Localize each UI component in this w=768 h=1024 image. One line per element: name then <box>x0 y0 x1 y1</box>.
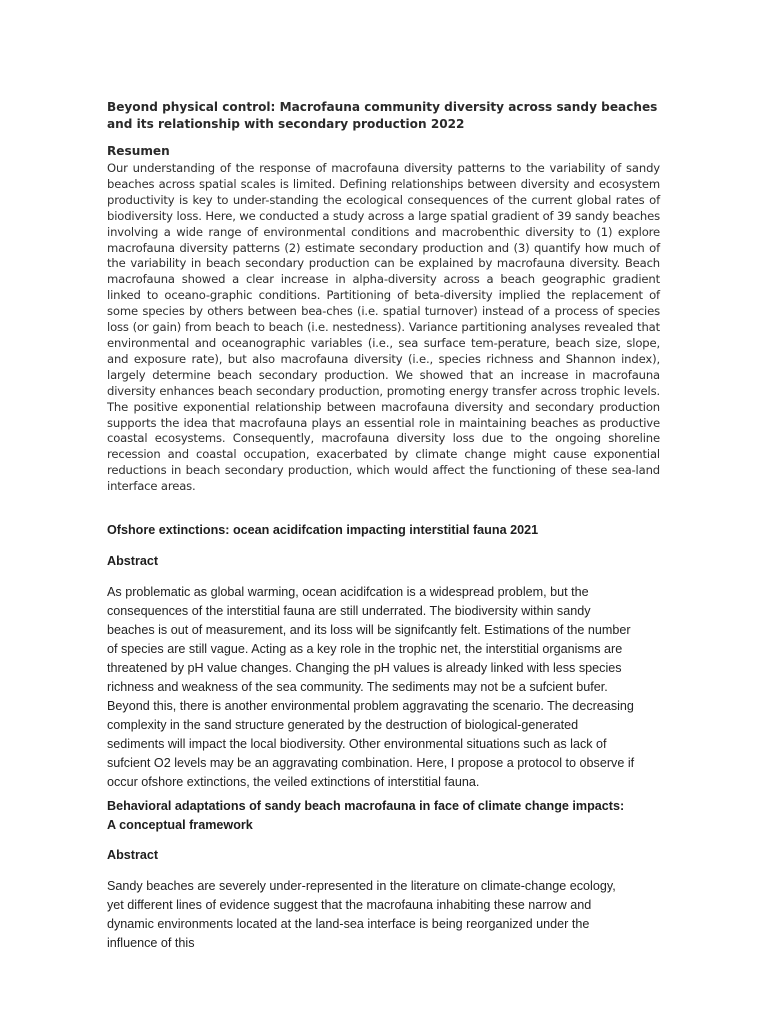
abstract-text: Sandy beaches are severely under-represented in the literature on climate-change ecology, yet different lines of evidence suggest that the macrofauna inhabiting these narrow and dynamic environments located at the land-sea interface is being reorganized under the influence of this <box>107 879 616 950</box>
abstract-heading: Resumen <box>107 144 170 158</box>
article-title: Beyond physical control: Macrofauna community diversity across sandy beaches and its relationship with secondary production 2022 <box>107 100 658 131</box>
article-title: Ofshore extinctions: ocean acidifcation impacting interstitial fauna 2021 <box>107 523 539 537</box>
article-title: Behavioral adaptations of sandy beach macrofauna in face of climate change impacts: A conceptual framework <box>107 799 625 832</box>
article-macrofauna-diversity <box>107 99 660 495</box>
abstract-heading: Abstract <box>107 554 159 568</box>
article-offshore-extinctions <box>107 521 635 792</box>
abstract-text: Our understanding of the response of macrofauna diversity patterns to the variability of sandy beaches across spatial scales is limited. Defining relationships between diversity and ecosystem productivity is key to under-standing the ecological consequences of the current global rates of biodiversity loss. Here, we conducted a study across a large spatial gradient of 39 sandy beaches involving a wide range of environmental conditions and macrobenthic diversity to (1) explore macrofauna diversity patterns (2) estimate secondary production and (3) quantify how much of the variability in beach secondary production can be explained by macrofauna diversity. Beach macrofauna showed a clear increase in alpha-diversity across a beach geographic gradient linked to oceano-graphic conditions. Partitioning of beta-diversity implied the replacement of some species by others between bea-ches (i.e. spatial turnover) instead of a process of species loss (or gain) from beach to beach (i.e. nestedness). Variance partitioning analyses revealed that environmental and oceanographic variables (i.e., sea surface tem-perature, beach size, slope, and exposure rate), but also macrofauna diversity (i.e., species richness and Shannon index), largely determine beach secondary production. We showed that an increase in macrofauna diversity enhances beach secondary production, promoting energy transfer across trophic levels. The positive exponential relationship between macrofauna diversity and secondary production supports the idea that macrofauna plays an essential role in maintaining beaches as productive coastal ecosystems. Consequently, macrofauna diversity loss due to the ongoing shoreline recession and coastal occupation, exacerbated by climate change might cause exponential reductions in beach secondary production, which would affect the functioning of these sea-land interface areas. <box>107 161 660 494</box>
abstract-text: As problematic as global warming, ocean acidifcation is a widespread problem, but the consequences of the interstitial fauna are still underrated. The biodiversity within sandy beaches is out of measurement, and its loss will be signifcantly felt. Estimations of the number of species are still vague. Acting as a key role in the trophic net, the interstitial organisms are threatened by pH value changes. Changing the pH values is already linked with less species richness and weakness of the sea community. The sediments may not be a sufcient bufer. Beyond this, there is another environmental problem aggravating the scenario. The decreasing complexity in the sand structure generated by the destruction of biological-generated sediments will impact the local biodiversity. Other environmental situations such as lack of sufcient O2 levels may be an aggravating combination. Here, I propose a protocol to observe if occur ofshore extinctions, the veiled extinctions of interstitial fauna. <box>107 585 635 789</box>
article-behavioral-adaptations <box>107 797 635 953</box>
abstract-heading: Abstract <box>107 848 159 862</box>
